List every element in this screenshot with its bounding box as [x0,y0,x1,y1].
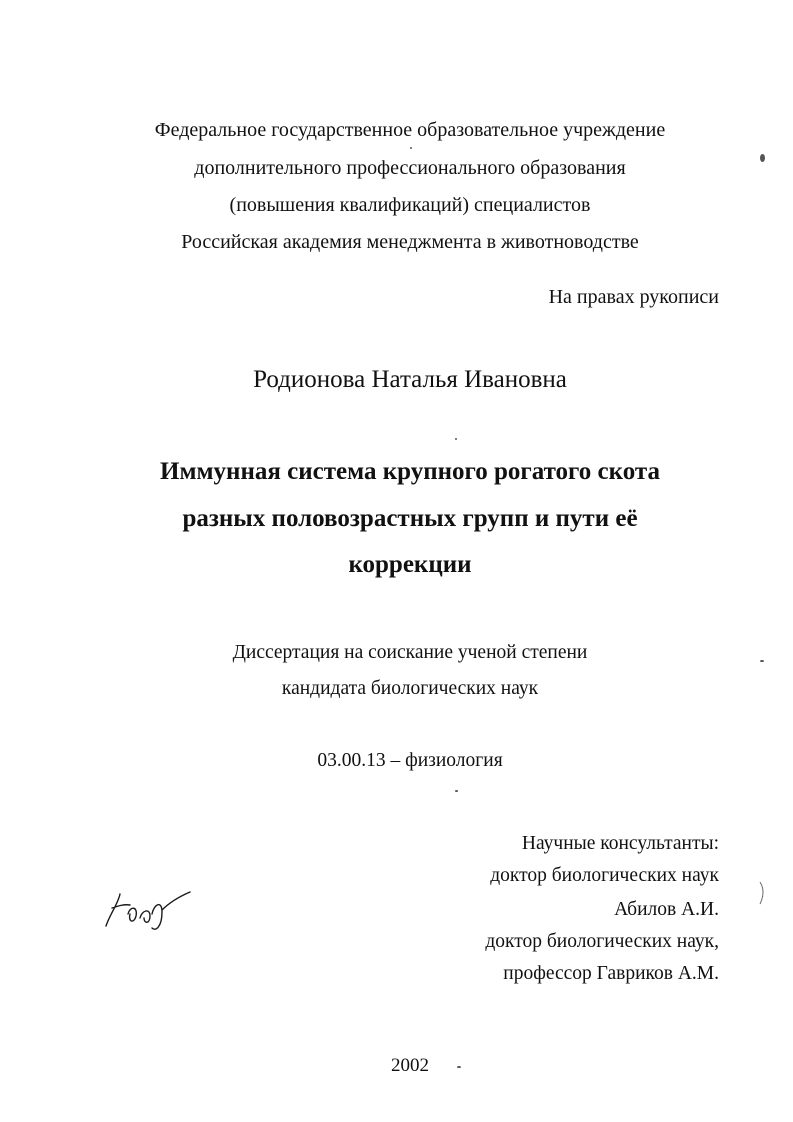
degree-line-1: Диссертация на соискание ученой степени [232,642,588,663]
title-line-1: Иммунная система крупного рогатого скота [160,458,660,485]
scan-speck [760,154,765,162]
paper-edge-mark [757,880,767,906]
advisor-1-name: Абилов А.И. [614,899,719,920]
institution-line-1: Федеральное государственное образовательное учреждение [154,119,666,141]
institution-line-3: (повышения квалификаций) специалистов [229,194,591,216]
publication-year: 2002 [391,1055,429,1076]
advisors-heading: Научные консультанты: [521,833,719,854]
institution-line-2: дополнительного профессионального образования [194,157,626,179]
degree-line-2: кандидата биологических наук [281,678,539,699]
scan-speck [455,438,457,440]
specialty-code: 03.00.13 – физиология [317,750,503,771]
title-line-3: коррекции [348,551,472,578]
institution-line-4: Российская академия менеджмента в животноводстве [181,231,639,253]
advisor-1-degree: доктор биологических наук [490,865,719,886]
scan-speck [760,660,764,662]
advisor-2-name: профессор Гавриков А.М. [503,963,719,984]
rights-note: На правах рукописи [548,286,719,308]
title-line-2: разных половозрастных групп и пути её [182,505,638,532]
scan-speck [455,790,458,792]
scan-speck [410,147,412,149]
author-name: Родионова Наталья Ивановна [253,366,567,393]
handwritten-signature [100,876,196,940]
scan-speck [457,1066,461,1068]
advisor-2-degree: доктор биологических наук, [485,931,719,952]
